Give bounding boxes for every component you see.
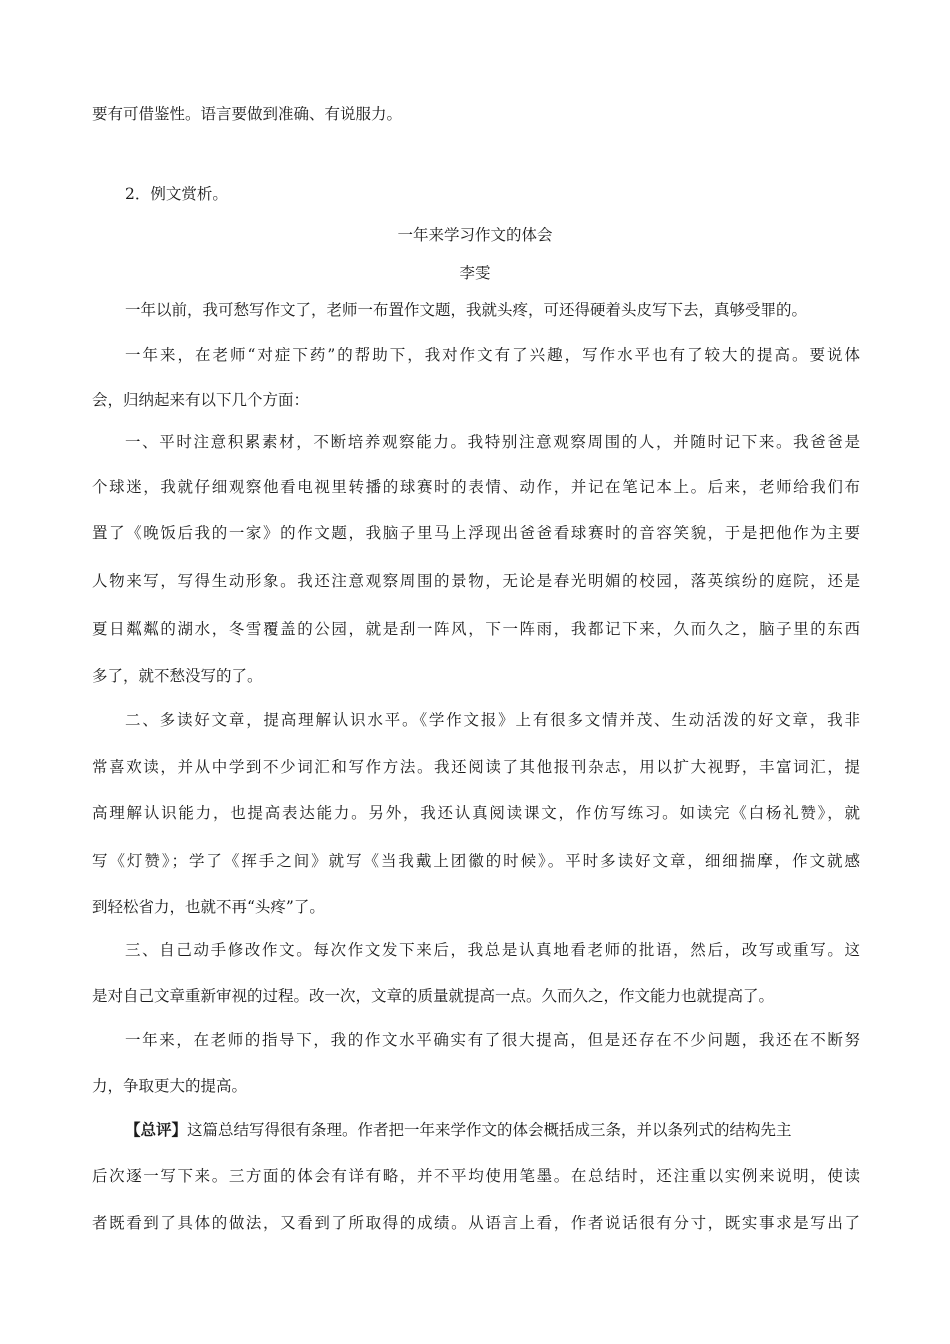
paragraph-line: 一年来，在老师的指导下，我的作文水平确实有了很大提高，但是还存在不少问题，我还在不断努 [125, 1031, 860, 1049]
section-heading: 2．例文赏析。 [125, 185, 228, 203]
paragraph-line: 者既看到了具体的做法，又看到了所取得的成绩。从语言上看，作者说话很有分寸，既实事求是写出了 [92, 1214, 860, 1232]
paragraph-line: 一、平时注意积累素材，不断培养观察能力。我特别注意观察周围的人，并随时记下来。我爸爸是 [125, 433, 860, 451]
paragraph-line: 置了《晚饭后我的一家》的作文题，我脑子里马上浮现出爸爸看球赛时的音容笑貌，于是把他作为主要 [92, 524, 860, 542]
paragraph-line: 力，争取更大的提高。 [92, 1077, 248, 1095]
paragraph-line: 一年来，在老师“对症下药”的帮助下，我对作文有了兴趣，写作水平也有了较大的提高。要说体 [125, 346, 860, 364]
paragraph-line: 三、自己动手修改作文。每次作文发下来后，我总是认真地看老师的批语，然后，改写或重写。这 [125, 941, 860, 959]
comment-line [125, 1120, 860, 1140]
comment-text: 这篇总结写得很有条理。作者把一年来学作文的体会概括成三条，并以条列式的结构先主 [187, 1121, 792, 1139]
text-line: 要有可借鉴性。语言要做到准确、有说服力。 [92, 105, 403, 123]
paragraph-line: 人物来写，写得生动形象。我还注意观察周围的景物，无论是春光明媚的校园，落英缤纷的庭院，还是 [92, 572, 860, 590]
paragraph-line: 到轻松省力，也就不再“头疼”了。 [92, 898, 325, 916]
paragraph-line: 是对自己文章重新审视的过程。改一次，文章的质量就提高一点。久而久之，作文能力也就提高了。 [92, 987, 775, 1005]
paragraph-line: 常喜欢读，并从中学到不少词汇和写作方法。我还阅读了其他报刊杂志，用以扩大视野，丰富词汇，提 [92, 758, 860, 776]
essay-title: 一年来学习作文的体会 [397, 226, 553, 244]
paragraph-line: 会，归纳起来有以下几个方面： [92, 391, 310, 409]
paragraph-line: 夏日粼粼的湖水，冬雪覆盖的公园，就是刮一阵风，下一阵雨，我都记下来，久而久之，脑子里的东西 [92, 620, 860, 638]
comment-label: 【总评】 [125, 1120, 188, 1139]
essay-author: 李雯 [459, 264, 491, 282]
paragraph-line: 多了，就不愁没写的了。 [92, 667, 263, 685]
paragraph-line: 一年以前，我可愁写作文了，老师一布置作文题，我就头疼，可还得硬着头皮写下去，真够受罪的。 [125, 301, 808, 319]
paragraph-line: 二、多读好文章，提高理解认识水平。《学作文报》上有很多文情并茂、生动活泼的好文章，我非 [125, 711, 860, 729]
paragraph-line: 个球迷，我就仔细观察他看电视里转播的球赛时的表情、动作，并记在笔记本上。后来，老师给我们布 [92, 478, 860, 496]
paragraph-line: 后次逐一写下来。三方面的体会有详有略，并不平均使用笔墨。在总结时，还注重以实例来说明，使读 [92, 1167, 860, 1185]
paragraph-line: 高理解认识能力，也提高表达能力。另外，我还认真阅读课文，作仿写练习。如读完《白杨礼赞》，就 [92, 804, 860, 822]
paragraph-line: 写《灯赞》；学了《挥手之间》就写《当我戴上团徽的时候》。平时多读好文章，细细揣摩，作文就感 [92, 852, 860, 870]
